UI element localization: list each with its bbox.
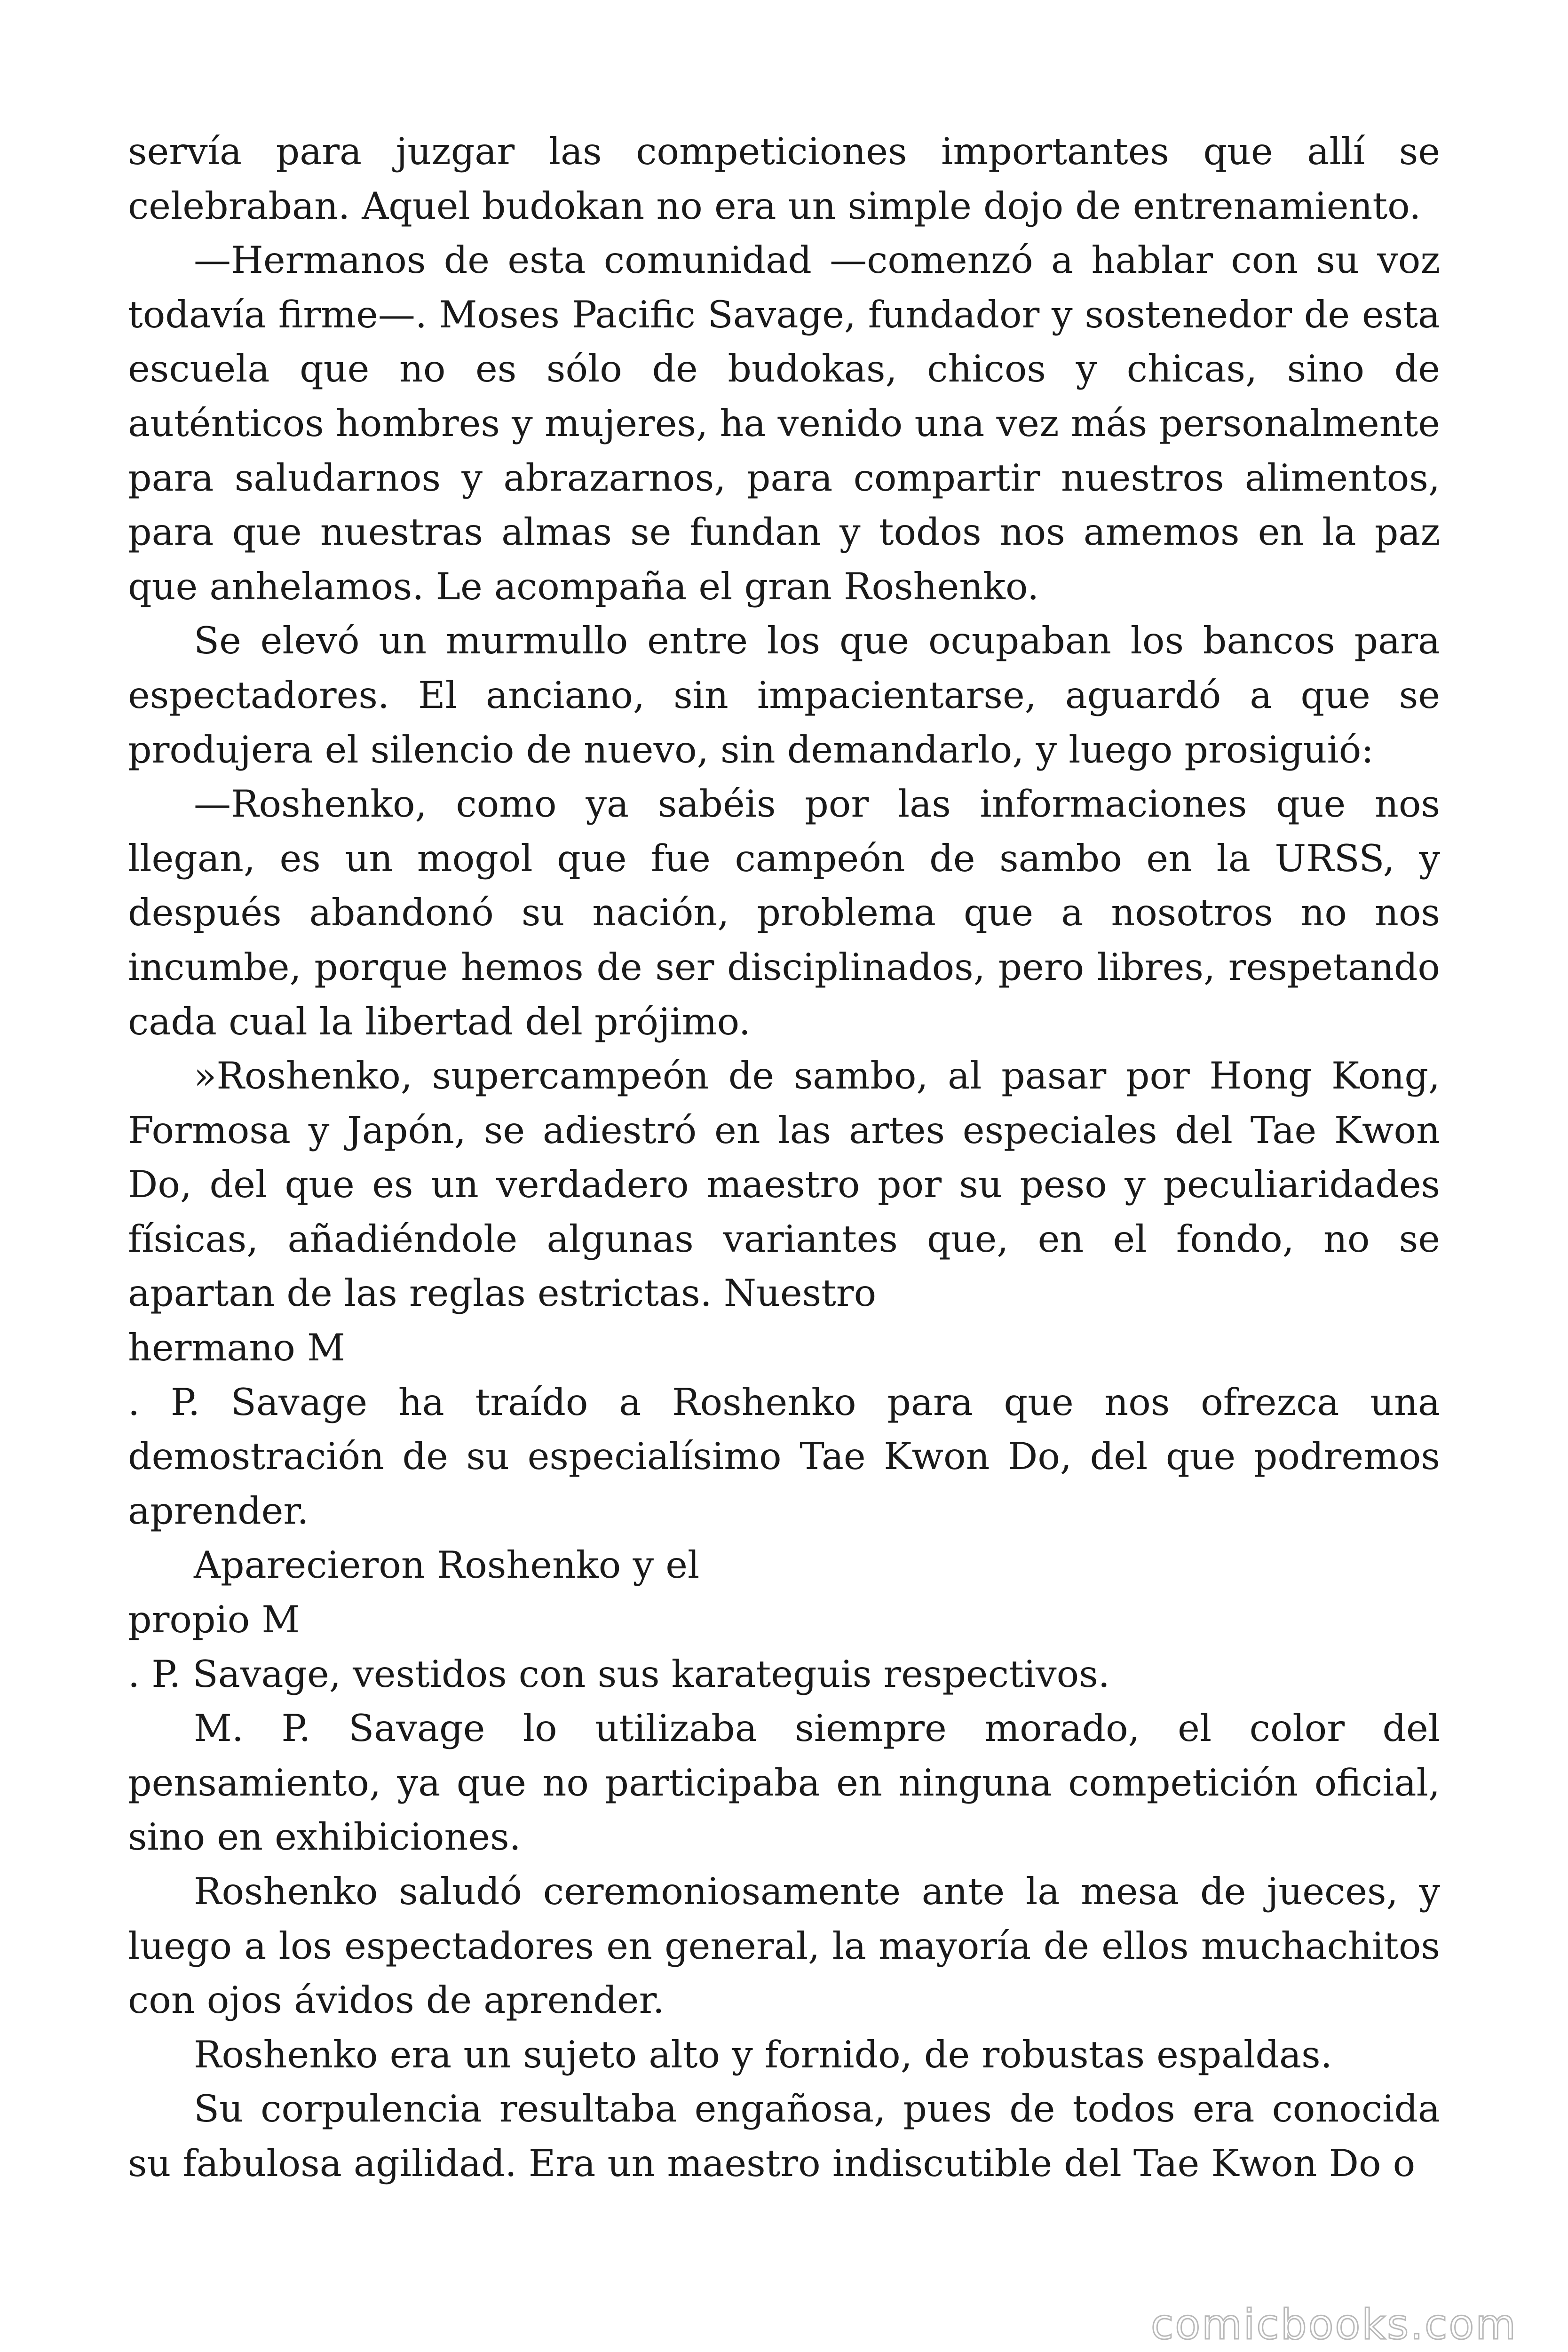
paragraph: . P. Savage ha traído a Roshenko para que nos ofrezca una demostración de su especialísimo Tae Kwon Do, del que podremos aprender. <box>128 1380 1440 1533</box>
paragraph: Aparecieron Roshenko y el <box>194 1543 700 1587</box>
paragraph: servía para juzgar las competiciones importantes que allí se celebraban. Aquel budokan no era un simple dojo de entrenamiento. <box>128 130 1440 228</box>
paragraph: Roshenko saludó ceremoniosamente ante la mesa de jueces, y luego a los espectadores en general, la mayoría de ellos muchachitos con ojos ávidos de aprender. <box>128 1870 1440 2022</box>
paragraph: —Hermanos de esta comunidad —comenzó a hablar con su voz todavía firme—. Moses Pacific Savage, fundador y sostenedor de esta escuela que no es sólo de budokas, chicos y chicas, sino de auténticos hombres y mujeres, ha venido una vez más personalmente para saludarnos y abrazarnos, para compartir nuestros alimentos, para que nuestras almas se fundan y todos nos amemos en la paz que anhelamos. Le acompaña el gran Roshenko. <box>128 238 1440 608</box>
broken-line: hermano M <box>128 1326 345 1370</box>
paragraph: Roshenko era un sujeto alto y fornido, de robustas espaldas. <box>194 2033 1332 2076</box>
watermark: comicbooks.com <box>1150 2300 1517 2349</box>
paragraph: . P. Savage, vestidos con sus karateguis respectivos. <box>128 1652 1110 1696</box>
book-page-text <box>128 125 1440 2191</box>
paragraph: M. P. Savage lo utilizaba siempre morado, el color del pensamiento, ya que no participaba en ninguna competición oficial, sino en exhibiciones. <box>128 1707 1440 1859</box>
paragraph: Se elevó un murmullo entre los que ocupaban los bancos para espectadores. El anciano, sin impacientarse, aguardó a que se produjera el silencio de nuevo, sin demandarlo, y luego prosiguió: <box>128 619 1440 771</box>
paragraph: Su corpulencia resultaba engañosa, pues de todos era conocida su fabulosa agilidad. Era un maestro indiscutible del Tae Kwon Do o <box>128 2087 1440 2185</box>
paragraph: —Roshenko, como ya sabéis por las informaciones que nos llegan, es un mogol que fue campeón de sambo en la URSS, y después abandonó su nación, problema que a nosotros no nos incumbe, porque hemos de ser disciplinados, pero libres, respetando cada cual la libertad del prójimo. <box>128 782 1440 1043</box>
broken-line: propio M <box>128 1598 300 1642</box>
paragraph: »Roshenko, supercampeón de sambo, al pasar por Hong Kong, Formosa y Japón, se adiestró en las artes especiales del Tae Kwon Do, del que es un verdadero maestro por su peso y peculiaridades físicas, añadiéndole algunas variantes que, en el fondo, no se apartan de las reglas estrictas. Nuestro <box>128 1054 1440 1315</box>
